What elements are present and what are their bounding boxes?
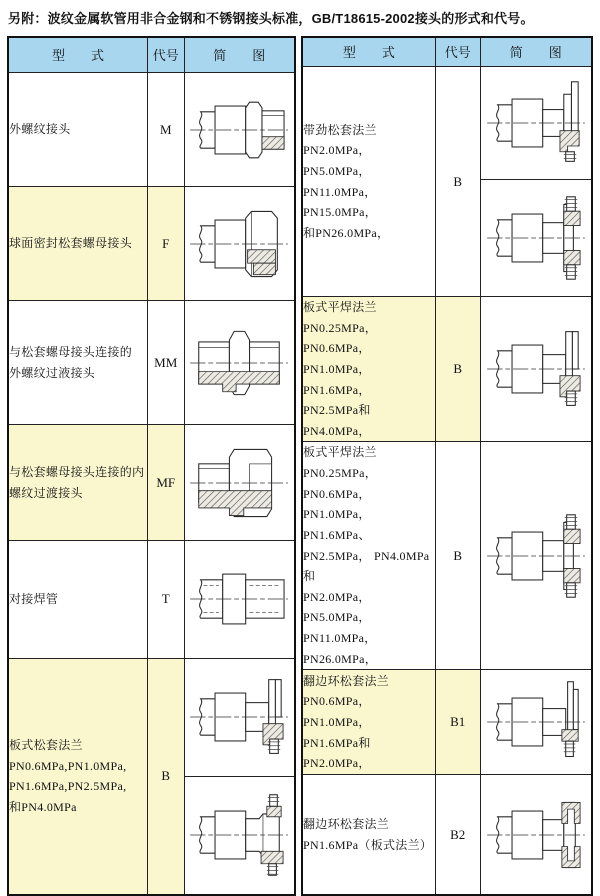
diagram-cell xyxy=(184,658,295,776)
type-text-line: PN11.0MPa， PN15.0MPa， xyxy=(303,184,378,220)
type-cell xyxy=(8,658,147,895)
fitting-table-left xyxy=(7,36,296,896)
type-text-line: PN2.0MPa， PN5.0MPa， xyxy=(303,589,371,625)
type-cell xyxy=(8,425,147,541)
diagram-weld-t-icon xyxy=(186,553,292,645)
diagram-flange-lap-icon xyxy=(483,789,589,881)
code-cell: B xyxy=(435,67,480,297)
table-row xyxy=(302,670,592,775)
diagram-flange-neck-icon xyxy=(483,77,589,169)
type-cell xyxy=(302,670,435,775)
header-row xyxy=(302,37,592,67)
diagram-nut-f-icon xyxy=(186,198,292,290)
type-text-line: 和PN26.0MPa， xyxy=(303,225,390,240)
diagram-flange-loose-icon xyxy=(186,789,292,881)
type-text-line: 螺纹过渡接头 xyxy=(9,485,83,500)
table-row xyxy=(8,301,295,425)
type-text-line: 对接焊管 xyxy=(9,592,59,607)
header-row xyxy=(8,37,295,73)
type-text-line: PN2.5MPa和PN4.0MPa， xyxy=(303,403,371,438)
type-text-line: 与松套螺母接头连接的 xyxy=(9,345,133,360)
code-cell: MF xyxy=(147,425,184,541)
type-cell xyxy=(302,442,435,670)
diagram-cell xyxy=(480,297,592,442)
table-row xyxy=(8,187,295,301)
table-row xyxy=(302,67,592,180)
table-row xyxy=(302,775,592,895)
fitting-table-right xyxy=(301,36,593,896)
type-text-line: 翻边环松套法兰 xyxy=(303,673,390,688)
tables-container xyxy=(0,36,600,896)
code-cell: MM xyxy=(147,301,184,425)
diagram-adapter-mf-icon xyxy=(186,437,292,529)
type-text-line: PN1.6MPa和PN2.0MPa， xyxy=(303,735,371,771)
diagram-flange-sym-icon xyxy=(483,510,589,602)
col-header-code: 代号 xyxy=(147,37,184,73)
type-text-line: PN1.6MPa（板式法兰） xyxy=(303,837,433,852)
diagram-cell xyxy=(480,670,592,775)
diagram-cell xyxy=(480,775,592,895)
type-cell xyxy=(8,541,147,658)
type-cell xyxy=(8,187,147,301)
col-header-code: 代号 xyxy=(435,37,480,67)
type-text-line: 与松套螺母接头连接的内 xyxy=(9,465,145,480)
table-row xyxy=(302,442,592,670)
diagram-flange-sym-icon xyxy=(483,192,589,284)
col-header-type: 型 式 xyxy=(8,37,147,73)
code-cell: B xyxy=(435,442,480,670)
type-text-line: PN1.0MPa， PN1.6MPa， xyxy=(303,361,371,397)
type-text-line: 板式松套法兰 xyxy=(9,737,83,752)
table-row xyxy=(8,541,295,658)
code-cell: B xyxy=(435,297,480,442)
type-text-line: 翻边环松套法兰 xyxy=(303,816,390,831)
type-cell xyxy=(8,301,147,425)
type-text-line: PN2.5MPa， PN4.0MPa和 xyxy=(303,548,430,584)
type-cell xyxy=(302,775,435,895)
type-text-line: 板式平焊法兰 xyxy=(303,300,377,315)
page-title: 另附：波纹金属软管用非合金钢和不锈钢接头标准，GB/T18615-2002接头的形式和代号。 xyxy=(8,11,534,26)
type-text-line: PN1.0MPa， PN1.6MPa、 xyxy=(303,507,371,542)
type-cell xyxy=(302,67,435,297)
type-text-line: PN0.25MPa， PN0.6MPa， xyxy=(303,320,378,356)
diagram-cell xyxy=(184,541,295,658)
table-row xyxy=(8,658,295,776)
code-cell: F xyxy=(147,187,184,301)
type-text-line: 板式平焊法兰 xyxy=(303,445,377,460)
type-text-line: PN1.6MPa,PN2.5MPa, xyxy=(9,779,127,794)
table-row xyxy=(8,425,295,541)
code-cell: B2 xyxy=(435,775,480,895)
diagram-flange-plate-icon xyxy=(483,323,589,415)
diagram-thread-m-icon xyxy=(186,84,292,176)
col-header-diagram: 简 图 xyxy=(480,37,592,67)
type-text-line: 带劲松套法兰 xyxy=(303,122,377,137)
code-cell: B1 xyxy=(435,670,480,775)
type-text-line: PN0.6MPa,PN1.0MPa, xyxy=(9,758,127,773)
diagram-flange-thin-icon xyxy=(483,676,589,768)
table-row xyxy=(302,297,592,442)
type-text-line: 外螺纹接头 xyxy=(9,122,71,137)
diagram-cell xyxy=(184,776,295,894)
type-text-line: 球面密封松套螺母接头 xyxy=(9,236,133,251)
code-cell: T xyxy=(147,541,184,658)
type-text-line: 外螺纹过液接头 xyxy=(9,365,96,380)
type-text-line: PN2.0MPa， PN5.0MPa， xyxy=(303,143,371,178)
diagram-cell xyxy=(480,442,592,670)
diagram-cell xyxy=(184,301,295,425)
diagram-nipple-mm-icon xyxy=(186,317,292,409)
diagram-cell xyxy=(480,67,592,180)
code-cell: M xyxy=(147,72,184,187)
diagram-cell xyxy=(184,72,295,187)
type-text-line: PN11.0MPa， PN26.0MPa， xyxy=(303,631,378,666)
type-text-line: 和PN4.0MPa xyxy=(9,799,77,814)
type-text-line: PN0.6MPa， PN1.0MPa， xyxy=(303,694,371,730)
code-cell: B xyxy=(147,658,184,895)
type-cell xyxy=(302,297,435,442)
diagram-cell xyxy=(480,180,592,297)
type-cell xyxy=(8,72,147,187)
diagram-flange-plate-icon xyxy=(186,671,292,763)
diagram-cell xyxy=(184,187,295,301)
diagram-cell xyxy=(184,425,295,541)
col-header-diagram: 简 图 xyxy=(184,37,295,73)
col-header-type: 型 式 xyxy=(302,37,435,67)
table-row xyxy=(8,72,295,187)
type-text-line: PN0.25MPa， PN0.6MPa， xyxy=(303,466,378,501)
